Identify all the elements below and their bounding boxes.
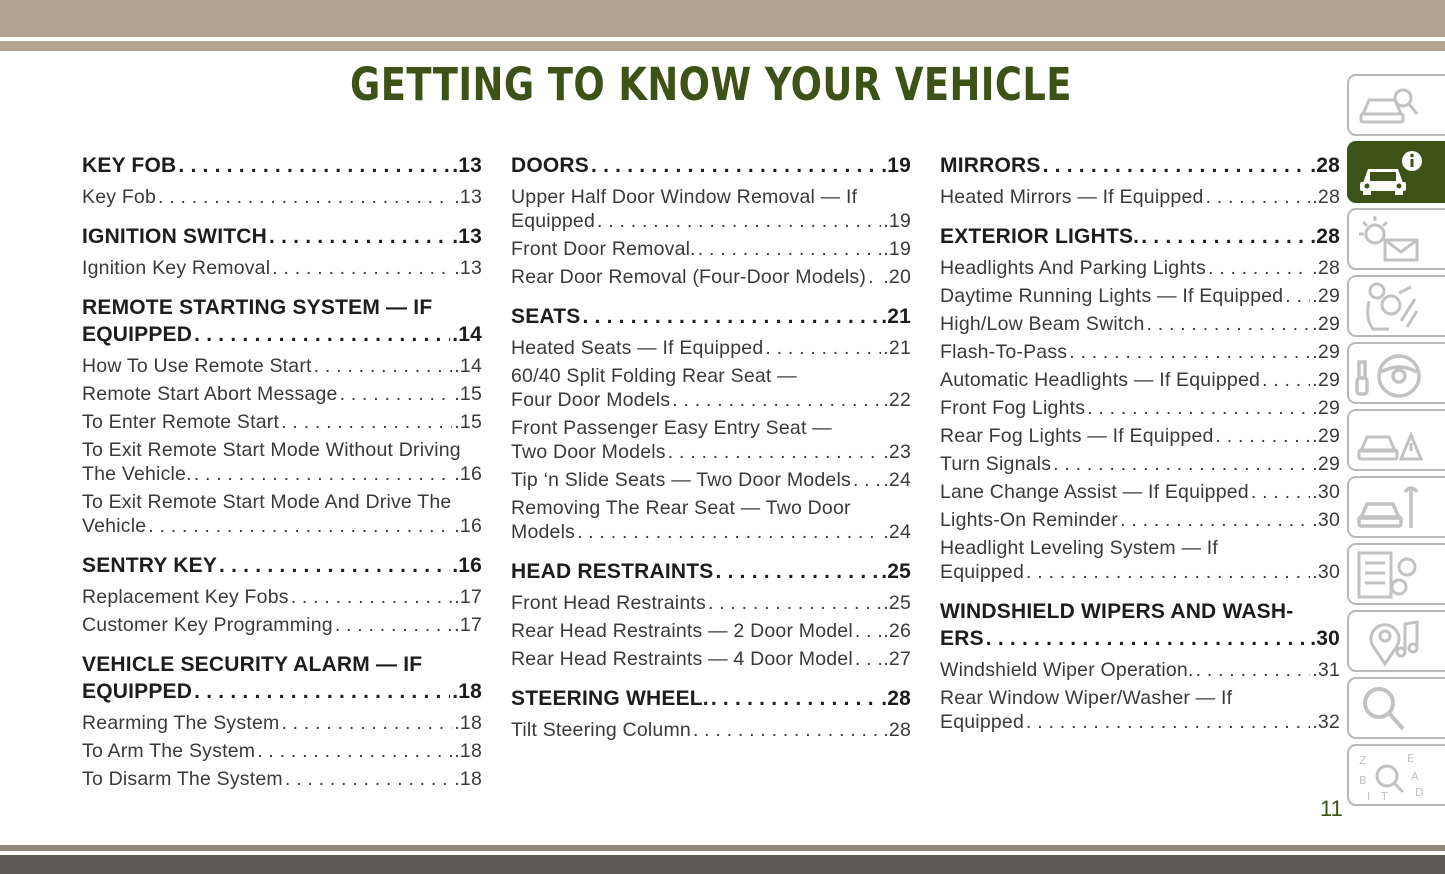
toc-item[interactable]: Rear Head Restraints — 4 Door Model . . . .27 <box>511 647 911 671</box>
car-info-icon <box>1355 147 1423 199</box>
toc-heading-line1[interactable]: WINDSHIELD WIPERS AND WASH- <box>940 600 1294 623</box>
airbag-child-seat-icon <box>1355 281 1423 333</box>
toc-item[interactable]: High/Low Beam Switch . . . .29 <box>940 312 1340 336</box>
svg-text:T: T <box>1381 790 1388 802</box>
top-band <box>0 0 1445 37</box>
toc-column-1 <box>82 152 482 791</box>
toc-item[interactable]: Front Door Removal. . . . .19 <box>511 237 911 261</box>
toc-item[interactable]: Tip ‘n Slide Seats — Two Door Models . . . .24 <box>511 468 911 492</box>
svg-text:E: E <box>1407 752 1414 765</box>
toc-item[interactable]: Lights-On Reminder . . . .30 <box>940 508 1340 532</box>
tab-car-wrench[interactable] <box>1347 476 1445 538</box>
navigation-music-icon <box>1355 616 1423 668</box>
toc-item-line1[interactable]: Headlight Leveling System — If <box>940 537 1219 559</box>
bottom-stripe <box>0 845 1445 851</box>
toc-heading[interactable]: EQUIPPED . . . .18 <box>82 678 482 705</box>
toc-item[interactable]: The Vehicle. . . . .16 <box>82 462 482 486</box>
page-number: 11 <box>1320 796 1343 821</box>
tab-alphabet-index[interactable] <box>1347 744 1445 806</box>
toc-item-line1[interactable]: 60/40 Split Folding Rear Seat — <box>511 365 797 387</box>
toc-heading[interactable]: HEAD RESTRAINTS . . . .25 <box>511 558 911 585</box>
toc-item-line1[interactable]: Upper Half Door Window Removal — If <box>511 186 858 208</box>
toc-heading[interactable]: EQUIPPED . . . .14 <box>82 321 482 348</box>
toc-item[interactable]: How To Use Remote Start . . . .14 <box>82 354 482 378</box>
toc-item[interactable]: Models . . . .24 <box>511 520 911 544</box>
tab-checklist-gear[interactable] <box>1347 543 1445 605</box>
toc-item[interactable]: Customer Key Programming . . . .17 <box>82 613 482 637</box>
toc-item[interactable]: Vehicle . . . .16 <box>82 514 482 538</box>
tab-warning-light-message[interactable] <box>1347 208 1445 270</box>
warning-light-message-icon <box>1355 214 1423 266</box>
toc-heading[interactable]: EXTERIOR LIGHTS. . . . .28 <box>940 223 1340 250</box>
toc-heading-line1[interactable]: REMOTE STARTING SYSTEM — IF <box>82 296 433 319</box>
toc-heading[interactable]: SENTRY KEY . . . .16 <box>82 552 482 579</box>
toc-column-2 <box>511 152 911 742</box>
tab-key-steering-wheel[interactable] <box>1347 342 1445 404</box>
car-wrench-icon <box>1355 482 1423 534</box>
toc-item[interactable]: Remote Start Abort Message . . . .15 <box>82 382 482 406</box>
car-search-icon <box>1355 80 1423 132</box>
toc-item[interactable]: Lane Change Assist — If Equipped . . . .30 <box>940 480 1340 504</box>
toc-item[interactable]: To Arm The System . . . .18 <box>82 739 482 763</box>
top-stripe <box>0 41 1445 51</box>
toc-heading[interactable]: MIRRORS . . . .28 <box>940 152 1340 179</box>
magnifier-icon <box>1355 683 1423 735</box>
toc-item[interactable]: Replacement Key Fobs . . . .17 <box>82 585 482 609</box>
toc-heading[interactable]: SEATS . . . .21 <box>511 303 911 330</box>
key-steering-wheel-icon <box>1355 348 1423 400</box>
toc-item[interactable]: Heated Mirrors — If Equipped . . . .28 <box>940 185 1340 209</box>
toc-heading[interactable]: DOORS . . . .19 <box>511 152 911 179</box>
toc-heading-line1[interactable]: VEHICLE SECURITY ALARM — IF <box>82 653 423 676</box>
toc-item[interactable]: Equipped . . . .19 <box>511 209 911 233</box>
toc-item[interactable]: Key Fob . . . .13 <box>82 185 482 209</box>
toc-item[interactable]: Two Door Models . . . .23 <box>511 440 911 464</box>
toc-item[interactable]: Windshield Wiper Operation. . . . .31 <box>940 658 1340 682</box>
toc-item[interactable]: Front Head Restraints . . . .25 <box>511 591 911 615</box>
toc-column-3 <box>940 152 1340 734</box>
toc-item[interactable]: Headlights And Parking Lights . . . .28 <box>940 256 1340 280</box>
toc-heading[interactable]: KEY FOB . . . .13 <box>82 152 482 179</box>
toc-item[interactable]: Tilt Steering Column . . . .28 <box>511 718 911 742</box>
toc-item-line1[interactable]: To Exit Remote Start Mode Without Driving <box>82 439 461 461</box>
toc-item[interactable]: Rear Head Restraints — 2 Door Model . . . .26 <box>511 619 911 643</box>
toc-item[interactable]: Turn Signals . . . .29 <box>940 452 1340 476</box>
toc-heading[interactable]: ERS . . . .30 <box>940 625 1340 652</box>
tab-navigation-music[interactable] <box>1347 610 1445 672</box>
toc-item[interactable]: Rear Fog Lights — If Equipped . . . .29 <box>940 424 1340 448</box>
bottom-band <box>0 855 1445 874</box>
toc-item[interactable]: Four Door Models . . . .22 <box>511 388 911 412</box>
tab-car-info[interactable] <box>1347 141 1445 203</box>
svg-text:D: D <box>1415 786 1423 799</box>
toc-heading[interactable]: IGNITION SWITCH . . . .13 <box>82 223 482 250</box>
toc-item[interactable]: Ignition Key Removal . . . .13 <box>82 256 482 280</box>
alphabet-index-icon <box>1355 750 1423 802</box>
toc-item[interactable]: Daytime Running Lights — If Equipped . . . .29 <box>940 284 1340 308</box>
toc-item[interactable]: Front Fog Lights . . . .29 <box>940 396 1340 420</box>
toc-heading[interactable]: STEERING WHEEL. . . . .28 <box>511 685 911 712</box>
toc-item[interactable]: To Enter Remote Start . . . .15 <box>82 410 482 434</box>
toc-item-line1[interactable]: Rear Window Wiper/Washer — If <box>940 687 1233 709</box>
toc-item[interactable]: Automatic Headlights — If Equipped . . . .29 <box>940 368 1340 392</box>
toc-item[interactable]: Equipped . . . .30 <box>940 560 1340 584</box>
tab-car-search[interactable] <box>1347 74 1445 136</box>
svg-text:B: B <box>1359 774 1367 787</box>
tab-car-hazard[interactable] <box>1347 409 1445 471</box>
svg-text:I: I <box>1367 790 1371 802</box>
toc-item[interactable]: To Disarm The System . . . .18 <box>82 767 482 791</box>
page-title: GETTING TO KNOW YOUR VEHICLE <box>350 58 1072 111</box>
svg-text:Z: Z <box>1359 754 1367 767</box>
car-hazard-icon <box>1355 415 1423 467</box>
toc-item-line1[interactable]: Front Passenger Easy Entry Seat — <box>511 417 832 439</box>
toc-item[interactable]: Rearming The System . . . .18 <box>82 711 482 735</box>
toc-item-line1[interactable]: Removing The Rear Seat — Two Door <box>511 497 851 519</box>
toc-item-line1[interactable]: To Exit Remote Start Mode And Drive The <box>82 491 452 513</box>
svg-text:A: A <box>1411 770 1419 783</box>
toc-item[interactable]: Heated Seats — If Equipped . . . .21 <box>511 336 911 360</box>
tab-magnifier[interactable] <box>1347 677 1445 739</box>
checklist-gear-icon <box>1355 549 1423 601</box>
toc-item[interactable]: Equipped . . . .32 <box>940 710 1340 734</box>
tab-airbag-child-seat[interactable] <box>1347 275 1445 337</box>
toc-item[interactable]: Flash-To-Pass . . . .29 <box>940 340 1340 364</box>
toc-item[interactable]: Rear Door Removal (Four-Door Models) . . . .20 <box>511 265 911 289</box>
